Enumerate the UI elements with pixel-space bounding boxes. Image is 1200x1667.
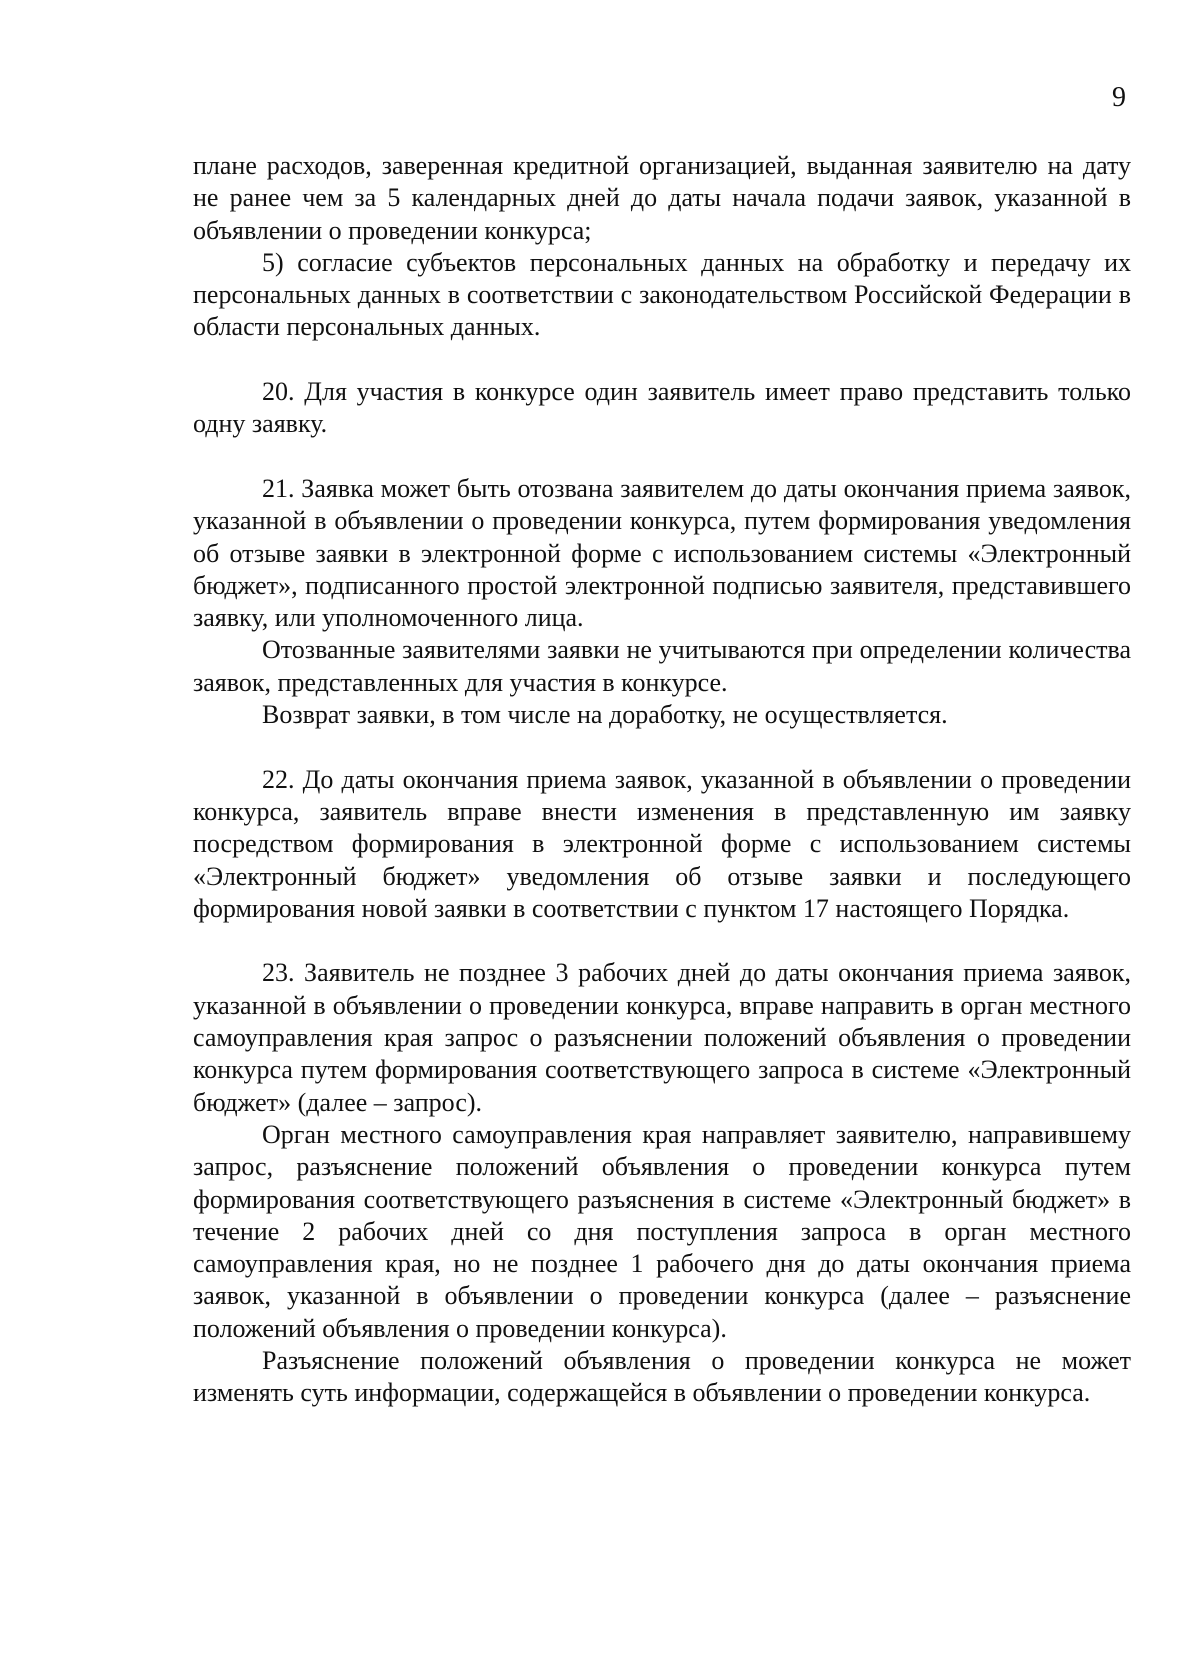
paragraph-clause-23-limit: Разъяснение положений объявления о проведении конкурса не может изменять суть информации, содержащейся в объявлении о проведении конкурса.: [193, 1345, 1131, 1408]
paragraph-clause-21: 21. Заявка может быть отозвана заявителем до даты окончания приема заявок, указанной в объявлении о проведении конкурса, путем формирования уведомления об отзыве заявки в электронной форме с использованием системы «Электронный бюджет», подписанного простой электронной подписью заявителя, представившего заявку, или уполномоченного лица.: [193, 473, 1131, 633]
paragraph-clause-21-withdrawn: Отозванные заявителями заявки не учитываются при определении количества заявок, представленных для участия в конкурсе.: [193, 635, 1131, 697]
paragraph-clause-22: 22. До даты окончания приема заявок, указанной в объявлении о проведении конкурса, заявитель вправе внести изменения в представленную им заявку посредством формирования в электронной форме с использованием системы «Электронный бюджет» уведомления об отзыве заявки и последующего формирования новой заявки в соответствии с пунктом 17 настоящего Порядка.: [193, 764, 1131, 923]
paragraph-clause-20: 20. Для участия в конкурсе один заявитель имеет право представить только одну заявку.: [193, 377, 1131, 439]
paragraph-clause-23: 23. Заявитель не позднее 3 рабочих дней до даты окончания приема заявок, указанной в объявлении о проведении конкурса, вправе направить в орган местного самоуправления края запрос о разъяснении положений объявления о проведении конкурса путем формирования соответствующего запроса в системе «Электронный бюджет» (далее – запрос).: [193, 958, 1131, 1117]
page-number: 9: [1112, 82, 1126, 113]
paragraph-clause-23-response: Орган местного самоуправления края направляет заявителю, направившему запрос, разъяснение положений объявления о проведении конкурса путем формирования соответствующего разъяснения в системе «Электронный бюджет» в течение 2 рабочих дней со дня поступления запроса в орган местного самоуправления края, но не позднее 1 рабочего дня до даты окончания приема заявок, указанной в объявлении о проведении конкурса (далее – разъяснение положений объявления о проведении конкурса).: [193, 1119, 1131, 1343]
paragraph-continuation: плане расходов, заверенная кредитной организацией, выданная заявителю на дату не ранее чем за 5 календарных дней до даты начала подачи заявок, указанной в объявлении о проведении конкурса;: [193, 151, 1131, 245]
document-body: [193, 150, 1131, 1410]
paragraph-item-5: 5) согласие субъектов персональных данных на обработку и передачу их персональных данных в соответствии с законодательством Российской Федерации в области персональных данных.: [193, 247, 1131, 342]
paragraph-clause-21-return: Возврат заявки, в том числе на доработку, не осуществляется.: [262, 700, 948, 730]
